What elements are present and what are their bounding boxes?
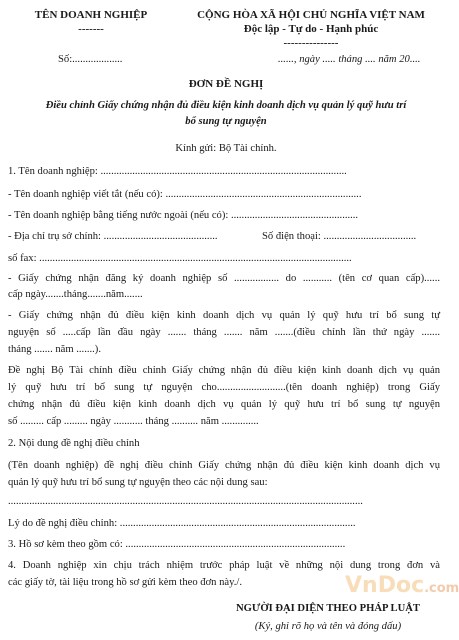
license-line-2: nguyện số .....cấp lần đầu ngày ....... tháng ....... năm .......(điều chỉnh lần thứ ngày ....... bbox=[8, 327, 440, 338]
doc-subtitle-line-1: Điều chỉnh Giấy chứng nhận đủ điều kiện kinh doanh dịch vụ quản lý quỹ hưu trí bbox=[45, 100, 407, 111]
business-registration-date: cấp ngày.......tháng.......năm....... bbox=[8, 289, 143, 300]
header-right bbox=[178, 8, 444, 50]
doc-date: ......, ngày ..... tháng .... năm 20.... bbox=[278, 54, 421, 65]
business-registration-line: - Giấy chứng nhận đăng ký doanh nghiệp số ................. do ........... (tên cơ quan cấp)...... bbox=[8, 273, 440, 284]
section-2-dotted-line: ...................................................................................................................................... bbox=[8, 496, 363, 507]
org-dashes: ------- bbox=[78, 23, 104, 35]
signature-note: (Ký, ghi rõ họ và tên và đóng dấu) bbox=[254, 621, 402, 632]
commitment-line-2: các giấy tờ, tài liệu trong hồ sơ gửi kèm theo đơn này./. bbox=[8, 577, 242, 588]
nation-name: CỘNG HÒA XÃ HỘI CHỦ NGHĨA VIỆT NAM bbox=[197, 9, 425, 21]
section-2-line-2: quản lý quỹ hưu trí bổ sung tự nguyện theo các nội dung sau: bbox=[8, 477, 268, 488]
commitment-line-1: 4. Doanh nghiệp xin chịu trách nhiệm trước pháp luật về những nội dung trong đơn và bbox=[8, 560, 440, 571]
header-left bbox=[16, 8, 166, 36]
signature-role: NGƯỜI ĐẠI DIỆN THEO PHÁP LUẬT bbox=[236, 603, 420, 614]
vndoc-watermark-logo: VnDoc.com bbox=[345, 573, 459, 598]
doc-title: ĐƠN ĐỀ NGHỊ bbox=[188, 78, 264, 90]
request-line-4: số ......... cấp ......... ngày ........... tháng .......... năm .............. bbox=[8, 416, 259, 427]
request-line-3: chứng nhận đủ điều kiện kinh doanh dịch vụ quản lý quỹ hưu trí bổ sung tự nguyện bbox=[8, 399, 440, 410]
reason-line: Lý do đề nghị điều chỉnh: ......................................................................................... bbox=[8, 518, 356, 529]
attachments-line: 3. Hồ sơ kèm theo gồm có: ................................................................................... bbox=[8, 539, 346, 550]
section-2-line-1: (Tên doanh nghiệp) đề nghị điều chỉnh Giấy chứng nhận đủ điều kiện kinh doanh dịch vụ bbox=[8, 460, 440, 471]
doc-number: Số:................... bbox=[58, 54, 123, 65]
request-line-2: lý quỹ hưu trí bổ sung tự nguyện cho..........................(tên doanh nghiệp) trong Giấy bbox=[8, 382, 440, 393]
company-foreign-name-line: - Tên doanh nghiệp bằng tiếng nước ngoài (nếu có): ................................................ bbox=[8, 210, 359, 221]
nation-motto: Độc lập - Tự do - Hạnh phúc bbox=[243, 23, 379, 35]
license-line-1: - Giấy chứng nhận đủ điều kiện kinh doanh dịch vụ quản lý quỹ hưu trí bổ sung tự bbox=[8, 310, 440, 321]
recipient: Kính gửi: Bộ Tài chính. bbox=[175, 143, 277, 154]
motto-dashes: --------------- bbox=[283, 37, 339, 49]
head-office-address: - Địa chỉ trụ sở chính: ........................................... bbox=[8, 231, 218, 242]
fax-number: số fax: ...................................................................................................................... bbox=[8, 253, 352, 264]
request-line-1: Đề nghị Bộ Tài chính điều chỉnh Giấy chứng nhận đủ điều kiện kinh doanh dịch vụ quản bbox=[8, 365, 440, 376]
phone-number: Số điện thoại: ................................... bbox=[262, 231, 417, 242]
company-name-line: 1. Tên doanh nghiệp: ............................................................................................. bbox=[8, 166, 347, 177]
license-line-3: tháng ....... năm .......). bbox=[8, 344, 101, 355]
company-short-name-line: - Tên doanh nghiệp viết tắt (nếu có): .......................................................................... bbox=[8, 189, 362, 200]
doc-subtitle-line-2: bổ sung tự nguyện bbox=[185, 116, 267, 127]
section-2-heading: 2. Nội dung đề nghị điều chỉnh bbox=[8, 438, 140, 449]
org-name: TÊN DOANH NGHIỆP bbox=[34, 9, 148, 21]
